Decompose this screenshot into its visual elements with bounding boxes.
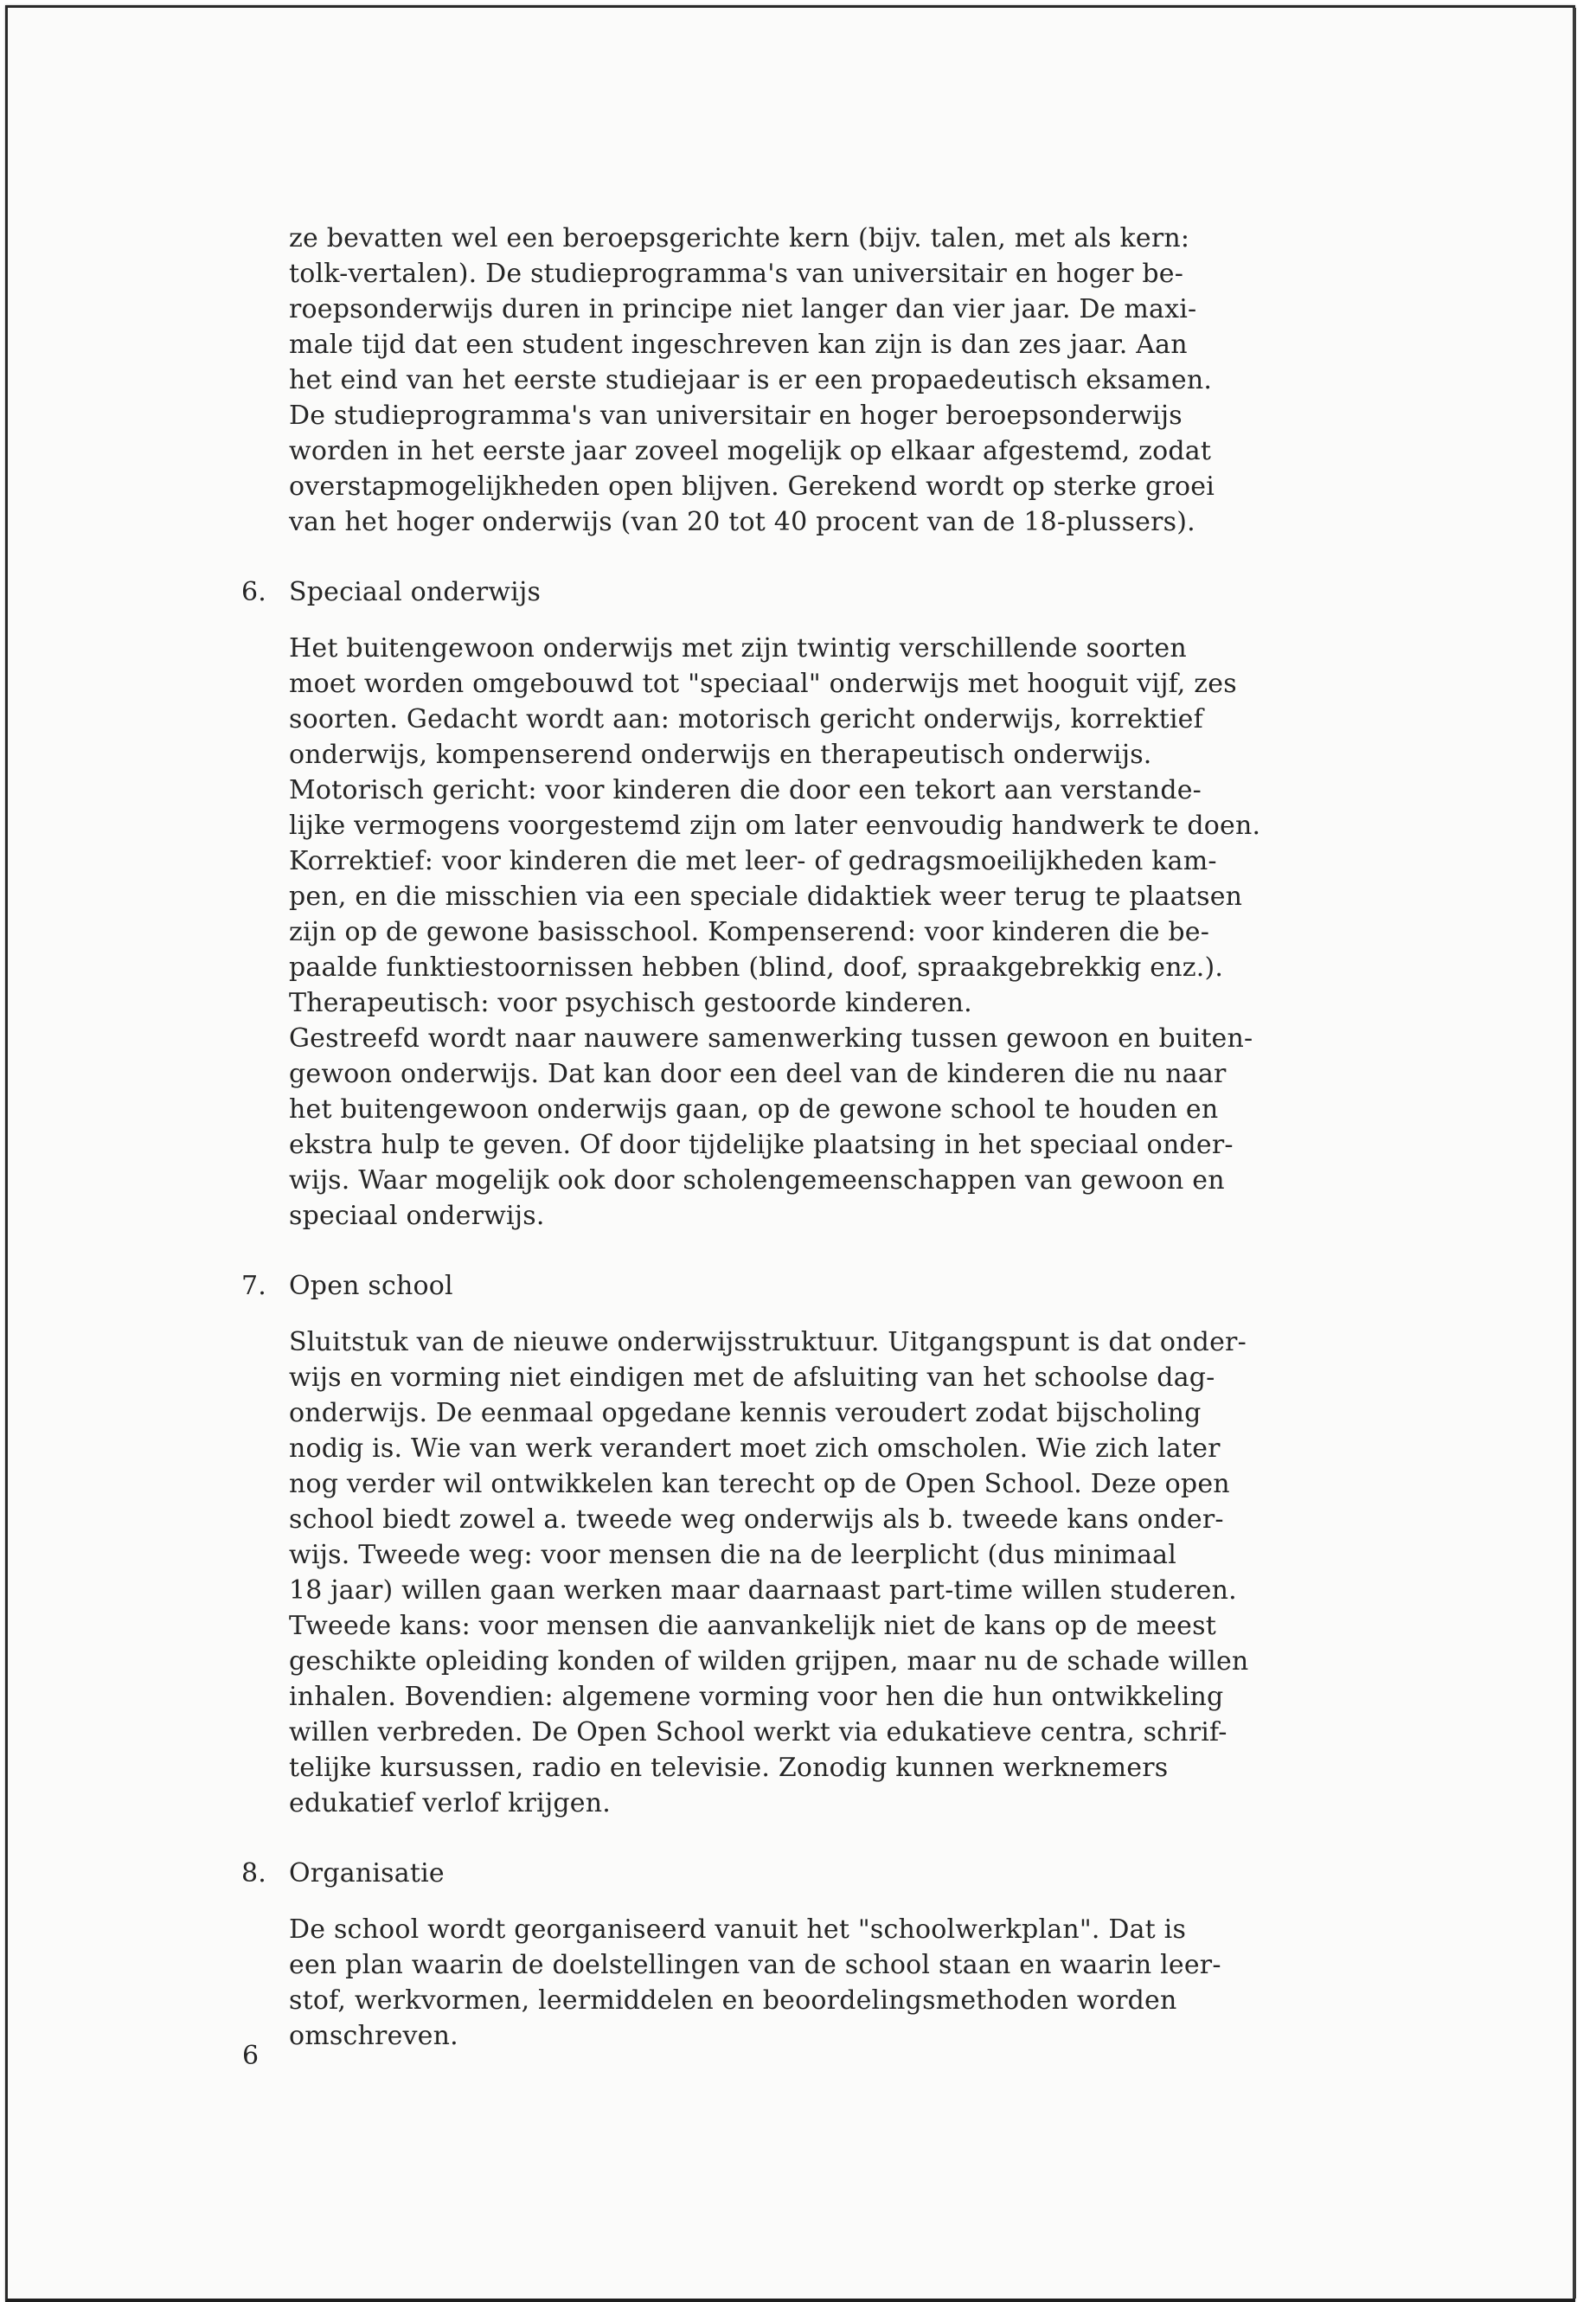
text-line: nodig is. Wie van werk verandert moet zich omscholen. Wie zich later — [289, 1433, 1221, 1464]
text-line: pen, en die misschien via een speciale didaktiek weer terug te plaatsen — [289, 882, 1243, 912]
section-heading — [241, 1268, 1405, 1304]
text-line: gewoon onderwijs. Dat kan door een deel van de kinderen die nu naar — [289, 1059, 1227, 1089]
text-line: wijs. Tweede weg: voor mensen die na de leerplicht (dus minimaal — [289, 1540, 1177, 1570]
intro-paragraph — [289, 221, 1405, 540]
text-line: wijs. Waar mogelijk ook door scholengemeenschappen van gewoon en — [289, 1165, 1225, 1196]
section-paragraph — [289, 1912, 1405, 2054]
text-line: Motorisch gericht: voor kinderen die door een tekort aan verstande- — [289, 775, 1202, 805]
text-line: De studieprogramma's van universitair en hoger beroepsonderwijs — [289, 401, 1183, 431]
text-line: ze bevatten wel een beroepsgerichte kern (bijv. talen, met als kern: — [289, 223, 1190, 253]
text-line: het buitengewoon onderwijs gaan, op de gewone school te houden en — [289, 1094, 1219, 1125]
section-number: 7. — [241, 1271, 267, 1301]
text-line: een plan waarin de doelstellingen van de school staan en waarin leer- — [289, 1950, 1221, 1980]
text-line: paalde funktiestoornissen hebben (blind, doof, spraakgebrekkig enz.). — [289, 952, 1224, 983]
text-line: stof, werkvormen, leermiddelen en beoordelingsmethoden worden — [289, 1985, 1177, 2016]
page-body — [241, 221, 1405, 2054]
section-open-school — [241, 1268, 1405, 1821]
section-number: 8. — [241, 1858, 267, 1888]
section-paragraph — [289, 631, 1405, 1234]
text-line: tolk-vertalen). De studieprogramma's van universitair en hoger be- — [289, 259, 1184, 289]
section-heading — [241, 1856, 1405, 1891]
text-line: roepsonderwijs duren in principe niet langer dan vier jaar. De maxi- — [289, 294, 1197, 324]
text-line: Tweede kans: voor mensen die aanvankelijk niet de kans op de meest — [289, 1611, 1216, 1641]
text-line: speciaal onderwijs. — [289, 1201, 545, 1231]
text-line: onderwijs. De eenmaal opgedane kennis veroudert zodat bijscholing — [289, 1398, 1202, 1428]
section-title: Open school — [289, 1271, 453, 1301]
text-line: Het buitengewoon onderwijs met zijn twintig verschillende soorten — [289, 633, 1187, 664]
text-line: lijke vermogens voorgestemd zijn om later eenvoudig handwerk te doen. — [289, 811, 1261, 841]
section-number: 6. — [241, 577, 267, 607]
text-line: van het hoger onderwijs (van 20 tot 40 procent van de 18-plussers). — [289, 507, 1195, 537]
text-line: male tijd dat een student ingeschreven kan zijn is dan zes jaar. Aan — [289, 330, 1188, 360]
page-number: 6 — [242, 2041, 260, 2071]
text-line: geschikte opleiding konden of wilden grijpen, maar nu de schade willen — [289, 1646, 1249, 1677]
text-line: ekstra hulp te geven. Of door tijdelijke plaatsing in het speciaal onder- — [289, 1130, 1234, 1160]
text-line: Therapeutisch: voor psychisch gestoorde kinderen. — [289, 988, 972, 1018]
section-title: Speciaal onderwijs — [289, 577, 542, 607]
text-line: soorten. Gedacht wordt aan: motorisch gericht onderwijs, korrektief — [289, 704, 1203, 734]
text-line: wijs en vorming niet eindigen met de afsluiting van het schoolse dag- — [289, 1363, 1215, 1393]
text-line: willen verbreden. De Open School werkt via edukatieve centra, schrif- — [289, 1717, 1227, 1747]
text-line: telijke kursussen, radio en televisie. Zonodig kunnen werknemers — [289, 1753, 1169, 1783]
text-line: worden in het eerste jaar zoveel mogelijk op elkaar afgestemd, zodat — [289, 436, 1212, 466]
text-line: edukatief verlof krijgen. — [289, 1788, 611, 1818]
text-line: omschreven. — [289, 2021, 458, 2051]
section-speciaal-onderwijs — [241, 574, 1405, 1234]
page-edge-shadow — [1573, 8, 1576, 2299]
text-line: het eind van het eerste studiejaar is er een propaedeutisch eksamen. — [289, 365, 1213, 395]
text-line: De school wordt georganiseerd vanuit het "schoolwerkplan". Dat is — [289, 1914, 1187, 1945]
text-line: moet worden omgebouwd tot "speciaal" onderwijs met hooguit vijf, zes — [289, 669, 1237, 699]
text-line: 18 jaar) willen gaan werken maar daarnaast part-time willen studeren. — [289, 1575, 1237, 1606]
text-line: Gestreefd wordt naar nauwere samenwerking tussen gewoon en buiten- — [289, 1023, 1253, 1054]
text-line: Korrektief: voor kinderen die met leer- of gedragsmoeilijkheden kam- — [289, 846, 1217, 876]
text-line: school biedt zowel a. tweede weg onderwijs als b. tweede kans onder- — [289, 1504, 1224, 1535]
section-heading — [241, 574, 1405, 610]
text-line: Sluitstuk van de nieuwe onderwijsstruktuur. Uitgangspunt is dat onder- — [289, 1327, 1247, 1357]
section-organisatie — [241, 1856, 1405, 2054]
section-paragraph — [289, 1324, 1405, 1821]
text-line: onderwijs, kompenserend onderwijs en therapeutisch onderwijs. — [289, 740, 1152, 770]
section-title: Organisatie — [289, 1858, 445, 1888]
text-line: nog verder wil ontwikkelen kan terecht op de Open School. Deze open — [289, 1469, 1230, 1499]
text-line: inhalen. Bovendien: algemene vorming voor hen die hun ontwikkeling — [289, 1682, 1224, 1712]
text-line: zijn op de gewone basisschool. Kompenserend: voor kinderen die be- — [289, 917, 1210, 947]
text-line: overstapmogelijkheden open blijven. Gerekend wordt op sterke groei — [289, 471, 1215, 502]
